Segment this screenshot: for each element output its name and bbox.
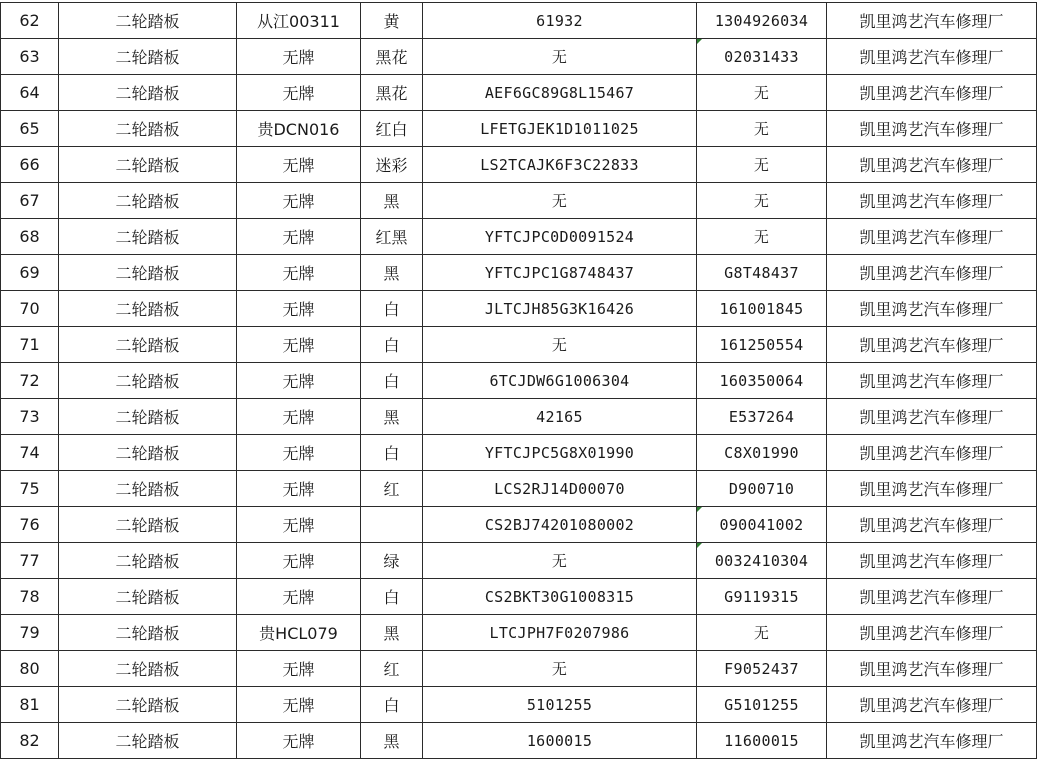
engine-number-cell[interactable]: 090041002 [697, 507, 827, 543]
table-row [1, 579, 1037, 615]
row-number-cell[interactable]: 65 [1, 111, 59, 147]
frame-number-cell[interactable]: 1600015 [423, 723, 697, 759]
vehicle-type-cell[interactable]: 二轮踏板 [59, 615, 237, 651]
row-number-cell[interactable]: 71 [1, 327, 59, 363]
engine-number-cell[interactable]: 无 [697, 111, 827, 147]
frame-number-cell[interactable]: 无 [423, 39, 697, 75]
color-cell[interactable]: 黑花 [361, 39, 423, 75]
vehicle-type-cell[interactable]: 二轮踏板 [59, 39, 237, 75]
engine-number-cell[interactable]: E537264 [697, 399, 827, 435]
color-cell[interactable]: 黑 [361, 723, 423, 759]
row-number-cell[interactable]: 82 [1, 723, 59, 759]
repair-shop-cell[interactable]: 凯里鸿艺汽车修理厂 [827, 615, 1037, 651]
table-row [1, 543, 1037, 579]
repair-shop-cell[interactable]: 凯里鸿艺汽车修理厂 [827, 651, 1037, 687]
engine-number-cell[interactable]: 161250554 [697, 327, 827, 363]
plate-number-cell[interactable]: 无牌 [237, 327, 361, 363]
engine-number-cell[interactable]: 11600015 [697, 723, 827, 759]
engine-number-cell[interactable]: 02031433 [697, 39, 827, 75]
table-row [1, 327, 1037, 363]
engine-number-cell[interactable]: G8T48437 [697, 255, 827, 291]
vehicle-type-cell[interactable]: 二轮踏板 [59, 147, 237, 183]
vehicle-type-cell[interactable]: 二轮踏板 [59, 291, 237, 327]
color-cell[interactable]: 黑 [361, 183, 423, 219]
vehicle-type-cell[interactable]: 二轮踏板 [59, 471, 237, 507]
frame-number-cell[interactable]: YFTCJPC5G8X01990 [423, 435, 697, 471]
color-cell[interactable] [361, 507, 423, 543]
engine-number-cell[interactable]: 无 [697, 219, 827, 255]
repair-shop-cell[interactable]: 凯里鸿艺汽车修理厂 [827, 291, 1037, 327]
frame-number-cell[interactable]: 6TCJDW6G1006304 [423, 363, 697, 399]
color-cell[interactable]: 白 [361, 435, 423, 471]
vehicle-type-cell[interactable]: 二轮踏板 [59, 327, 237, 363]
engine-number-cell[interactable]: 无 [697, 615, 827, 651]
table-row [1, 471, 1037, 507]
frame-number-cell[interactable]: LS2TCAJK6F3C22833 [423, 147, 697, 183]
plate-number-cell[interactable]: 无牌 [237, 579, 361, 615]
row-number-cell[interactable]: 68 [1, 219, 59, 255]
engine-number-cell[interactable]: F9052437 [697, 651, 827, 687]
row-number-cell[interactable]: 67 [1, 183, 59, 219]
engine-number-cell[interactable]: 无 [697, 75, 827, 111]
plate-number-cell[interactable]: 无牌 [237, 543, 361, 579]
repair-shop-cell[interactable]: 凯里鸿艺汽车修理厂 [827, 507, 1037, 543]
vehicle-type-cell[interactable]: 二轮踏板 [59, 651, 237, 687]
vehicle-type-cell[interactable]: 二轮踏板 [59, 435, 237, 471]
engine-number-cell[interactable]: 0032410304 [697, 543, 827, 579]
table-row [1, 723, 1037, 759]
color-cell[interactable]: 黑 [361, 255, 423, 291]
frame-number-cell[interactable]: JLTCJH85G3K16426 [423, 291, 697, 327]
repair-shop-cell[interactable]: 凯里鸿艺汽车修理厂 [827, 687, 1037, 723]
frame-number-cell[interactable]: CS2BJ74201080002 [423, 507, 697, 543]
table-row [1, 39, 1037, 75]
vehicle-type-cell[interactable]: 二轮踏板 [59, 543, 237, 579]
table-row [1, 183, 1037, 219]
repair-shop-cell[interactable]: 凯里鸿艺汽车修理厂 [827, 435, 1037, 471]
row-number-cell[interactable]: 79 [1, 615, 59, 651]
vehicle-type-cell[interactable]: 二轮踏板 [59, 255, 237, 291]
table-row [1, 255, 1037, 291]
frame-number-cell[interactable]: 无 [423, 543, 697, 579]
plate-number-cell[interactable]: 无牌 [237, 219, 361, 255]
color-cell[interactable]: 红白 [361, 111, 423, 147]
frame-number-cell[interactable]: LCS2RJ14D00070 [423, 471, 697, 507]
repair-shop-cell[interactable]: 凯里鸿艺汽车修理厂 [827, 183, 1037, 219]
repair-shop-cell[interactable]: 凯里鸿艺汽车修理厂 [827, 147, 1037, 183]
color-cell[interactable]: 白 [361, 291, 423, 327]
row-number-cell[interactable]: 76 [1, 507, 59, 543]
vehicle-type-cell[interactable]: 二轮踏板 [59, 399, 237, 435]
plate-number-cell[interactable]: 无牌 [237, 687, 361, 723]
repair-shop-cell[interactable]: 凯里鸿艺汽车修理厂 [827, 255, 1037, 291]
plate-number-cell[interactable]: 无牌 [237, 291, 361, 327]
repair-shop-cell[interactable]: 凯里鸿艺汽车修理厂 [827, 723, 1037, 759]
plate-number-cell[interactable]: 无牌 [237, 435, 361, 471]
color-cell[interactable]: 黑 [361, 399, 423, 435]
repair-shop-cell[interactable]: 凯里鸿艺汽车修理厂 [827, 39, 1037, 75]
vehicle-type-cell[interactable]: 二轮踏板 [59, 363, 237, 399]
vehicle-type-cell[interactable]: 二轮踏板 [59, 687, 237, 723]
row-number-cell[interactable]: 78 [1, 579, 59, 615]
color-cell[interactable]: 白 [361, 687, 423, 723]
table-row [1, 507, 1037, 543]
color-cell[interactable]: 黄 [361, 3, 423, 39]
color-cell[interactable]: 红 [361, 651, 423, 687]
frame-number-cell[interactable]: LTCJPH7F0207986 [423, 615, 697, 651]
engine-number-cell[interactable]: C8X01990 [697, 435, 827, 471]
repair-shop-cell[interactable]: 凯里鸿艺汽车修理厂 [827, 543, 1037, 579]
plate-number-cell[interactable]: 从江00311 [237, 3, 361, 39]
row-number-cell[interactable]: 64 [1, 75, 59, 111]
row-number-cell[interactable]: 80 [1, 651, 59, 687]
plate-number-cell[interactable]: 无牌 [237, 399, 361, 435]
vehicle-type-cell[interactable]: 二轮踏板 [59, 507, 237, 543]
color-cell[interactable]: 白 [361, 579, 423, 615]
plate-number-cell[interactable]: 无牌 [237, 507, 361, 543]
vehicle-type-cell[interactable]: 二轮踏板 [59, 219, 237, 255]
engine-number-cell[interactable]: 1304926034 [697, 3, 827, 39]
plate-number-cell[interactable]: 无牌 [237, 75, 361, 111]
table-row [1, 363, 1037, 399]
plate-number-cell[interactable]: 无牌 [237, 363, 361, 399]
row-number-cell[interactable]: 62 [1, 3, 59, 39]
color-cell[interactable]: 绿 [361, 543, 423, 579]
plate-number-cell[interactable]: 无牌 [237, 39, 361, 75]
row-number-cell[interactable]: 75 [1, 471, 59, 507]
vehicle-type-cell[interactable]: 二轮踏板 [59, 183, 237, 219]
engine-number-cell[interactable]: 无 [697, 147, 827, 183]
frame-number-cell[interactable]: 5101255 [423, 687, 697, 723]
engine-number-cell[interactable]: 无 [697, 183, 827, 219]
vehicle-type-cell[interactable]: 二轮踏板 [59, 579, 237, 615]
frame-number-cell[interactable]: 无 [423, 651, 697, 687]
vehicle-type-cell[interactable]: 二轮踏板 [59, 75, 237, 111]
plate-number-cell[interactable]: 贵HCL079 [237, 615, 361, 651]
table-row [1, 75, 1037, 111]
engine-number-cell[interactable]: G9119315 [697, 579, 827, 615]
color-cell[interactable]: 白 [361, 327, 423, 363]
table-row [1, 147, 1037, 183]
plate-number-cell[interactable]: 无牌 [237, 471, 361, 507]
row-number-cell[interactable]: 73 [1, 399, 59, 435]
row-number-cell[interactable]: 81 [1, 687, 59, 723]
color-cell[interactable]: 黑 [361, 615, 423, 651]
repair-shop-cell[interactable]: 凯里鸿艺汽车修理厂 [827, 399, 1037, 435]
color-cell[interactable]: 红 [361, 471, 423, 507]
frame-number-cell[interactable]: YFTCJPC0D0091524 [423, 219, 697, 255]
plate-number-cell[interactable]: 无牌 [237, 183, 361, 219]
frame-number-cell[interactable]: 61932 [423, 3, 697, 39]
engine-number-cell[interactable]: 161001845 [697, 291, 827, 327]
repair-shop-cell[interactable]: 凯里鸿艺汽车修理厂 [827, 327, 1037, 363]
table-row [1, 3, 1037, 39]
plate-number-cell[interactable]: 无牌 [237, 147, 361, 183]
plate-number-cell[interactable]: 无牌 [237, 723, 361, 759]
table-row [1, 651, 1037, 687]
plate-number-cell[interactable]: 无牌 [237, 651, 361, 687]
table-row [1, 291, 1037, 327]
row-number-cell[interactable]: 63 [1, 39, 59, 75]
engine-number-cell[interactable]: G5101255 [697, 687, 827, 723]
vehicle-register-table [0, 2, 1037, 759]
plate-number-cell[interactable]: 贵DCN016 [237, 111, 361, 147]
frame-number-cell[interactable]: 无 [423, 327, 697, 363]
row-number-cell[interactable]: 77 [1, 543, 59, 579]
row-number-cell[interactable]: 69 [1, 255, 59, 291]
engine-number-cell[interactable]: D900710 [697, 471, 827, 507]
color-cell[interactable]: 白 [361, 363, 423, 399]
frame-number-cell[interactable]: AEF6GC89G8L15467 [423, 75, 697, 111]
vehicle-type-cell[interactable]: 二轮踏板 [59, 723, 237, 759]
repair-shop-cell[interactable]: 凯里鸿艺汽车修理厂 [827, 75, 1037, 111]
row-number-cell[interactable]: 74 [1, 435, 59, 471]
vehicle-type-cell[interactable]: 二轮踏板 [59, 111, 237, 147]
frame-number-cell[interactable]: YFTCJPC1G8748437 [423, 255, 697, 291]
repair-shop-cell[interactable]: 凯里鸿艺汽车修理厂 [827, 363, 1037, 399]
repair-shop-cell[interactable]: 凯里鸿艺汽车修理厂 [827, 471, 1037, 507]
row-number-cell[interactable]: 66 [1, 147, 59, 183]
color-cell[interactable]: 黑花 [361, 75, 423, 111]
repair-shop-cell[interactable]: 凯里鸿艺汽车修理厂 [827, 111, 1037, 147]
repair-shop-cell[interactable]: 凯里鸿艺汽车修理厂 [827, 579, 1037, 615]
table-body [1, 3, 1037, 759]
plate-number-cell[interactable]: 无牌 [237, 255, 361, 291]
frame-number-cell[interactable]: CS2BKT30G1008315 [423, 579, 697, 615]
color-cell[interactable]: 红黑 [361, 219, 423, 255]
vehicle-type-cell[interactable]: 二轮踏板 [59, 3, 237, 39]
table-row [1, 399, 1037, 435]
table-row [1, 111, 1037, 147]
table-row [1, 435, 1037, 471]
repair-shop-cell[interactable]: 凯里鸿艺汽车修理厂 [827, 3, 1037, 39]
table-row [1, 615, 1037, 651]
row-number-cell[interactable]: 70 [1, 291, 59, 327]
table-row [1, 219, 1037, 255]
table-row [1, 687, 1037, 723]
row-number-cell[interactable]: 72 [1, 363, 59, 399]
color-cell[interactable]: 迷彩 [361, 147, 423, 183]
engine-number-cell[interactable]: 160350064 [697, 363, 827, 399]
frame-number-cell[interactable]: LFETGJEK1D1011025 [423, 111, 697, 147]
frame-number-cell[interactable]: 无 [423, 183, 697, 219]
frame-number-cell[interactable]: 42165 [423, 399, 697, 435]
repair-shop-cell[interactable]: 凯里鸿艺汽车修理厂 [827, 219, 1037, 255]
